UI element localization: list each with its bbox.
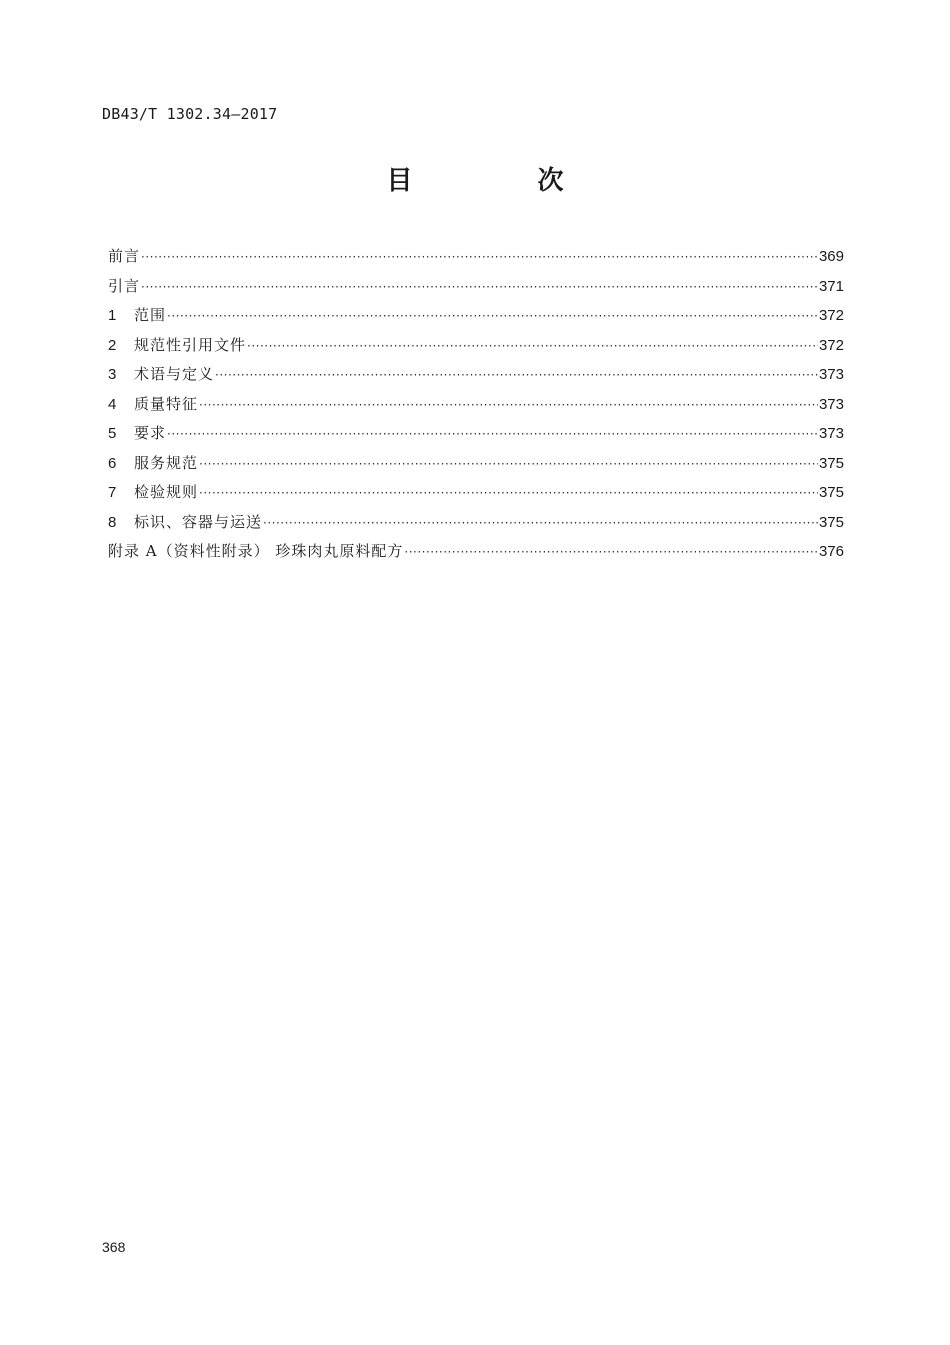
toc-item-label: 引言 (108, 276, 141, 295)
dot-leader (199, 483, 818, 503)
toc-item-number: 5 (108, 425, 117, 442)
toc-item-scope[interactable] (108, 305, 844, 335)
toc-item-page: 373 (818, 366, 844, 383)
toc-title: 目 次 (386, 166, 602, 196)
dot-leader (141, 247, 818, 267)
toc-item-label: 标识、容器与运送 (134, 512, 263, 531)
toc-item-page: 369 (818, 248, 844, 265)
toc-item-inspection-rules[interactable] (108, 482, 844, 512)
dot-leader (404, 542, 818, 562)
toc-item-introduction[interactable] (108, 276, 844, 306)
page-number: 368 (102, 1239, 126, 1255)
toc-item-page: 375 (818, 454, 844, 472)
toc-item-label: 质量特征 (134, 394, 199, 413)
dot-leader (215, 365, 818, 385)
toc-item-normative-references[interactable] (108, 335, 844, 365)
toc-item-number: 2 (108, 336, 117, 354)
toc-item-number: 7 (108, 484, 117, 501)
toc-item-page: 373 (818, 395, 844, 413)
toc-item-label: 前言 (108, 247, 141, 265)
table-of-contents (108, 246, 844, 571)
dot-leader (199, 454, 818, 474)
toc-item-page: 375 (818, 513, 844, 531)
toc-item-page: 372 (818, 336, 844, 354)
toc-item-appendix-a[interactable] (108, 541, 844, 571)
toc-item-requirements[interactable] (108, 423, 844, 453)
toc-item-labeling-container-transport[interactable] (108, 512, 844, 542)
toc-item-page: 375 (818, 484, 844, 501)
toc-item-label: 检验规则 (134, 483, 199, 501)
toc-item-label: 规范性引用文件 (134, 335, 247, 354)
toc-item-service-specification[interactable] (108, 453, 844, 483)
dot-leader (141, 277, 818, 297)
toc-item-page: 372 (818, 307, 844, 324)
dot-leader (263, 513, 818, 533)
toc-item-label: 要求 (134, 424, 167, 442)
toc-item-page: 373 (818, 425, 844, 442)
dot-leader (167, 424, 818, 444)
toc-item-terms-definitions[interactable] (108, 364, 844, 394)
dot-leader (167, 306, 818, 326)
toc-item-quality-characteristics[interactable] (108, 394, 844, 424)
dot-leader (247, 336, 818, 356)
toc-item-label: 服务规范 (134, 453, 199, 472)
toc-item-page: 371 (818, 277, 844, 295)
toc-item-number: 6 (108, 454, 117, 472)
toc-item-page: 376 (818, 543, 844, 560)
document-code: DB43/T 1302.34—2017 (102, 105, 278, 123)
toc-item-foreword[interactable] (108, 246, 844, 276)
toc-item-number: 3 (108, 366, 117, 383)
toc-item-number: 8 (108, 513, 117, 531)
toc-item-number: 1 (108, 307, 117, 324)
toc-item-label: 范围 (134, 306, 167, 324)
dot-leader (199, 395, 818, 415)
toc-item-number: 4 (108, 395, 117, 413)
toc-item-label: 附录 A（资料性附录） 珍珠肉丸原料配方 (108, 542, 404, 560)
toc-item-label: 术语与定义 (134, 365, 215, 383)
